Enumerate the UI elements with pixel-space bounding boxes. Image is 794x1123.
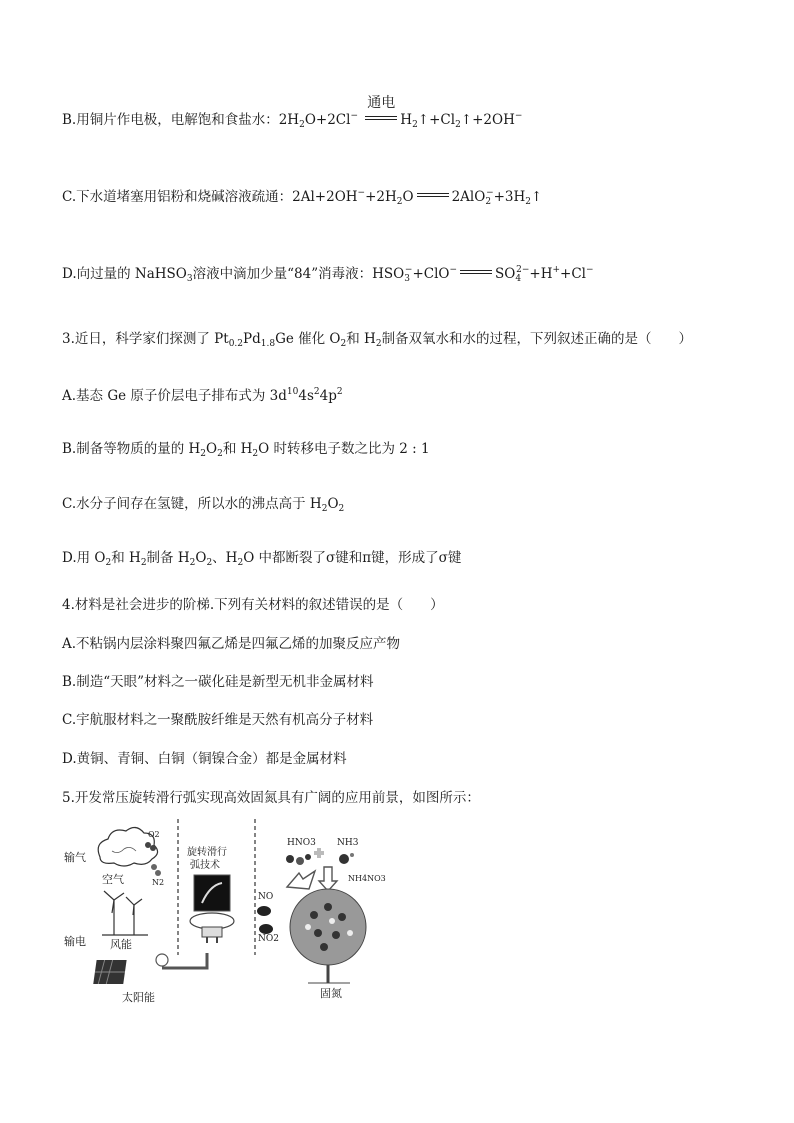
o2-label: O2 — [148, 830, 160, 839]
q4-option-d: D.黄铜、青铜、白铜（铜镍合金）都是金属材料 — [62, 751, 347, 767]
no2-label: NO2 — [258, 934, 279, 944]
gas-input-label: 输气 — [64, 851, 86, 864]
power-input-label: 输电 — [64, 935, 86, 948]
n2-label: N2 — [152, 878, 165, 887]
electrolysis-condition: 通电 — [365, 112, 397, 128]
q3-option-d: D.用 $O_2$和 $H_2$制备 $H_2O_2$、$H_2O$ 中都断裂了σ键和π键，形成了σ键 — [62, 550, 462, 568]
q3-stem: 3.近日，科学家们探测了 $Pt_{0.2}Pd_{1.8}Ge$ 催化 $O_2$和 $H_2$制备双氧水和水的过程，下列叙述正确的是（ ） — [62, 331, 693, 349]
no-label: NO — [258, 892, 274, 902]
q2-option-d: D.向过量的 NaHSO$_3$溶液中滴加少量“84”消毒液：$HSO_3^-+ClO^-$ $SO_4^{2-}+H^++Cl^-$ — [62, 265, 594, 284]
tech-label-line2: 弧技术 — [190, 860, 220, 871]
fixation-label: 固氮 — [320, 987, 342, 1000]
arc-reactor-icon — [190, 875, 234, 943]
air-label: 空气 — [102, 873, 124, 886]
q5-stem: 5.开发常压旋转滑行弧实现高效固氮具有广阔的应用前景，如图所示： — [62, 790, 480, 806]
solar-label: 太阳能 — [122, 991, 155, 1004]
q4-option-b: B.制造“天眼”材料之一碳化硅是新型无机非金属材料 — [62, 674, 374, 690]
wind-turbine-icon — [102, 891, 148, 935]
nitrogen-fixation-figure — [62, 815, 482, 1005]
nh4no3-label: NH4NO3 — [348, 874, 386, 883]
wind-label: 风能 — [110, 938, 132, 951]
q4-option-a: A.不粘锅内层涂料聚四氟乙烯是四氟乙烯的加聚反应产物 — [62, 636, 401, 652]
q2-option-b: B.用铜片作电极，电解饱和食盐水：$2H_2O+2Cl^-$ 通电 $H_2↑+Cl_2↑+2OH^-$ — [62, 95, 523, 130]
fixation-tree-icon — [290, 889, 366, 983]
solar-panel-icon — [93, 954, 168, 984]
q3-option-c: C.水分子间存在氢键，所以水的沸点高于 $H_2O_2$ — [62, 496, 345, 514]
q4-option-c: C.宇航服材料之一聚酰胺纤维是天然有机高分子材料 — [62, 712, 374, 728]
nh3-label: NH3 — [337, 838, 359, 848]
q3-option-a: A.基态 Ge 原子价层电子排布式为 $3d^{10}4s^24p^2$ — [62, 387, 343, 404]
q2-option-c: C.下水道堵塞用铝粉和烧碱溶液疏通：$2Al+2OH^-+2H_2O$ $2AlO_2^-+3H_2↑$ — [62, 188, 543, 207]
molecule-icons — [286, 848, 354, 865]
q4-stem: 4.材料是社会进步的阶梯.下列有关材料的叙述错误的是（ ） — [62, 597, 444, 613]
q3-option-b: B.制备等物质的量的 $H_2O_2$和 $H_2O$ 时转移电子数之比为 2 : 1 — [62, 441, 430, 459]
hno3-label: HNO3 — [287, 838, 316, 848]
tech-label-line1: 旋转滑行 — [187, 847, 227, 858]
